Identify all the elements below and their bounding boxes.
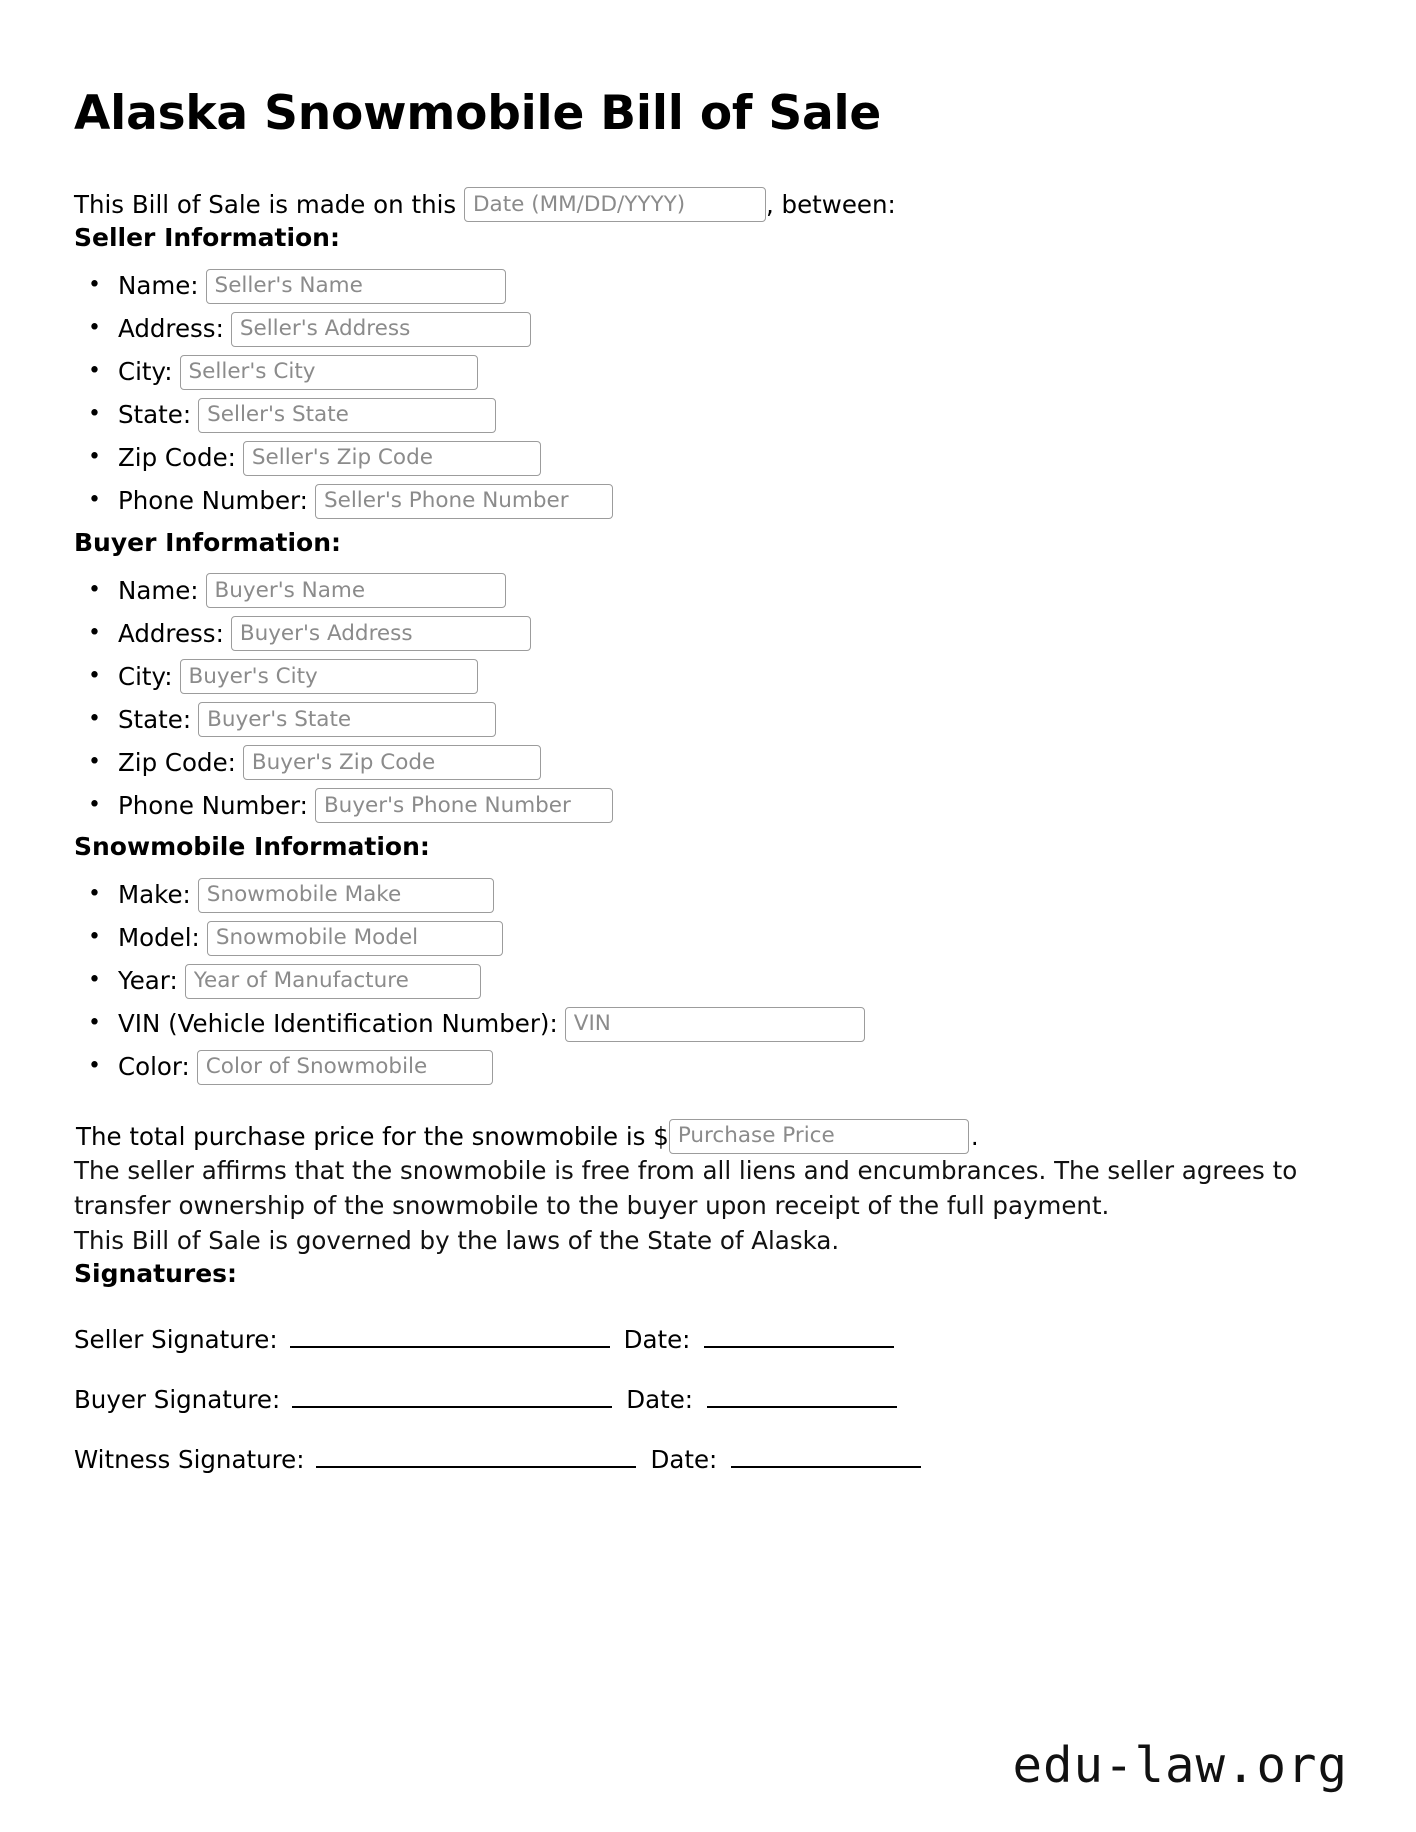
buyer-information-heading: Buyer Information:: [74, 527, 342, 557]
list-item: [118, 745, 1342, 780]
list-item: [118, 659, 1342, 694]
list-item: [118, 398, 1342, 433]
field-label: • Phone Number:: [118, 790, 308, 820]
list-item: [118, 1007, 1342, 1042]
buyer-date-label: Date:: [626, 1384, 694, 1414]
seller-state-input[interactable]: [198, 398, 496, 433]
seller-signature-row: [74, 1325, 1342, 1354]
governing-law-paragraph: This Bill of Sale is governed by the laws of the State of Alaska.: [74, 1225, 840, 1255]
list-item: [118, 616, 1342, 651]
snowmobile-make-input[interactable]: [198, 878, 494, 913]
field-label: • Address:: [118, 618, 224, 648]
buyer-signature-line[interactable]: [292, 1405, 612, 1408]
buyer-field-list: [74, 573, 1342, 823]
list-item: [118, 702, 1342, 737]
witness-signature-row: [74, 1445, 1342, 1474]
seller-zip-input[interactable]: [243, 441, 541, 476]
seller-phone-input[interactable]: [315, 484, 613, 519]
list-item: [118, 788, 1342, 823]
seller-signature-label: Seller Signature:: [74, 1324, 278, 1354]
purchase-price-period: .: [970, 1121, 979, 1151]
list-item: [118, 441, 1342, 476]
seller-field-list: [74, 269, 1342, 519]
field-label: • Name:: [118, 575, 199, 605]
buyer-zip-input[interactable]: [243, 745, 541, 780]
field-label: • Name:: [118, 271, 199, 301]
purchase-price-input[interactable]: [669, 1119, 969, 1154]
field-label: • Address:: [118, 314, 224, 344]
intro-text-before: This Bill of Sale is made on this: [74, 190, 457, 220]
intro-line: [74, 187, 1342, 222]
seller-date-line[interactable]: [704, 1345, 894, 1348]
buyer-state-input[interactable]: [198, 702, 496, 737]
seller-date-label: Date:: [623, 1324, 691, 1354]
purchase-price-label: The total purchase price for the snowmobile is $: [76, 1121, 669, 1151]
list-item: [118, 921, 1342, 956]
affirmation-paragraph: The seller affirms that the snowmobile is free from all liens and encumbrances. The seller agrees to transfer ownership of the snowmobile to the buyer upon receipt of the full payment.: [74, 1155, 1298, 1220]
list-item: [118, 484, 1342, 519]
snowmobile-vin-input[interactable]: [565, 1007, 865, 1042]
witness-signature-line[interactable]: [316, 1465, 636, 1468]
field-label: • State:: [118, 704, 192, 734]
witness-date-label: Date:: [650, 1444, 718, 1474]
field-label: • State:: [118, 400, 192, 430]
buyer-phone-input[interactable]: [315, 788, 613, 823]
seller-information-heading: Seller Information:: [74, 223, 340, 253]
buyer-address-input[interactable]: [231, 616, 531, 651]
field-label: • Phone Number:: [118, 486, 308, 516]
field-label: • Model:: [118, 923, 200, 953]
buyer-signature-label: Buyer Signature:: [74, 1384, 281, 1414]
field-label: • Zip Code:: [118, 443, 236, 473]
field-label: • City:: [118, 357, 173, 387]
purchase-price-line: [74, 1119, 1342, 1154]
list-item: [118, 1050, 1342, 1085]
buyer-date-line[interactable]: [707, 1405, 897, 1408]
field-label: • Zip Code:: [118, 747, 236, 777]
field-label: • Year:: [118, 966, 178, 996]
site-watermark: edu-law.org: [1012, 1737, 1348, 1794]
field-label: • Make:: [118, 880, 191, 910]
witness-signature-label: Witness Signature:: [74, 1444, 305, 1474]
seller-signature-line[interactable]: [290, 1345, 610, 1348]
seller-name-input[interactable]: [206, 269, 506, 304]
buyer-city-input[interactable]: [180, 659, 478, 694]
snowmobile-year-input[interactable]: [185, 964, 481, 999]
list-item: [118, 878, 1342, 913]
seller-address-input[interactable]: [231, 312, 531, 347]
field-label: • City:: [118, 661, 173, 691]
signatures-heading: Signatures:: [74, 1259, 238, 1289]
snowmobile-model-input[interactable]: [207, 921, 503, 956]
field-label: • VIN (Vehicle Identification Number):: [118, 1009, 558, 1039]
seller-city-input[interactable]: [180, 355, 478, 390]
list-item: [118, 573, 1342, 608]
signature-block: [74, 1325, 1342, 1474]
list-item: [118, 355, 1342, 390]
list-item: [118, 964, 1342, 999]
list-item: [118, 312, 1342, 347]
witness-date-line[interactable]: [731, 1465, 921, 1468]
snowmobile-color-input[interactable]: [197, 1050, 493, 1085]
date-input[interactable]: [464, 187, 766, 222]
intro-text-after: , between:: [765, 190, 896, 220]
list-item: [118, 269, 1342, 304]
buyer-signature-row: [74, 1385, 1342, 1414]
snowmobile-information-heading: Snowmobile Information:: [74, 832, 430, 862]
snowmobile-field-list: [74, 878, 1342, 1085]
field-label: • Color:: [118, 1052, 190, 1082]
page-title: Alaska Snowmobile Bill of Sale: [74, 86, 882, 141]
buyer-name-input[interactable]: [206, 573, 506, 608]
